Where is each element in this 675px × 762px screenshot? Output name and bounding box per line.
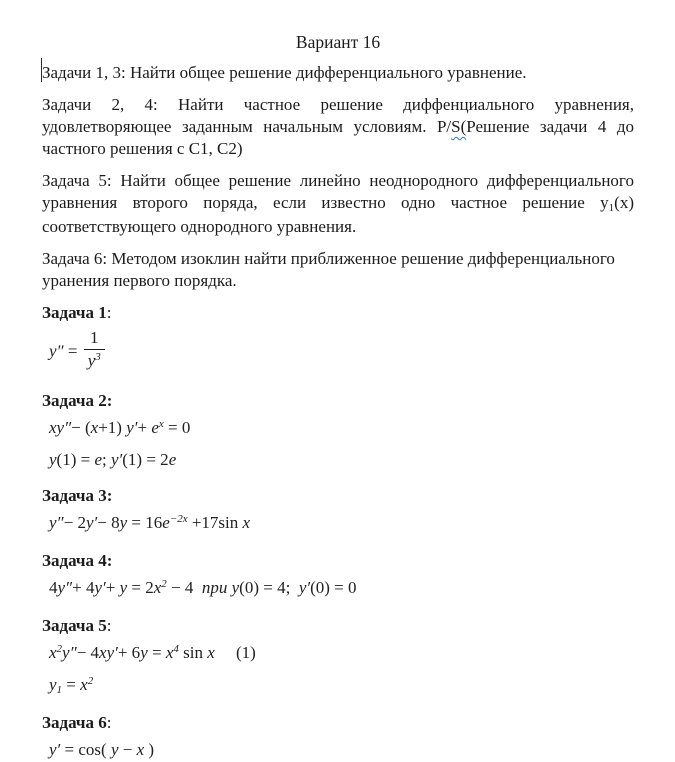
document-title: Вариант 16 bbox=[295, 32, 381, 52]
task-2-formula-initial-conditions: y(1) = e; y′(1) = 2e bbox=[49, 450, 177, 469]
task-6-formula: y′ = cos( y − x ) bbox=[49, 740, 155, 759]
task-6-heading bbox=[42, 712, 634, 734]
task-5-label: Задача 5 bbox=[42, 616, 107, 635]
y1-subscript: 1 bbox=[608, 202, 615, 214]
task-5-heading bbox=[42, 615, 634, 637]
task-3-label: Задача 3: bbox=[42, 486, 113, 505]
intro-paragraph-1: Задачи 1, 3: Найти общее решение дифференциального уравнение. bbox=[42, 63, 527, 82]
task-4-heading bbox=[42, 550, 634, 572]
intro-paragraph-4: Задача 6: Методом изоклин найти приближенное решение дифференциального уранения первого порядка. bbox=[42, 249, 615, 290]
grammar-check-underlined-text: S( bbox=[451, 117, 467, 136]
task-6-colon: : bbox=[106, 713, 112, 732]
task-4-label: Задача 4: bbox=[42, 551, 113, 570]
task-5-colon: : bbox=[106, 616, 112, 635]
task-3-formula: $y''- 2y'- 8y = 16e^{-2x} +17\sin$ x bbox=[49, 513, 251, 532]
intro-paragraph-3 bbox=[42, 170, 634, 238]
task-3-heading bbox=[42, 485, 634, 507]
task-2-formula-equation: xy″− (x+1) $y'+ e^x = 0$ bbox=[49, 418, 191, 437]
text-cursor bbox=[41, 58, 42, 82]
task-1-colon: : bbox=[106, 303, 112, 322]
task-4-formula: $4y''+ 4y'+ y = 2x^2 - 4$ при y(0) = 4; y′(0) = 0 bbox=[49, 578, 357, 597]
intro-paragraph-3-before: Задача 5: Найти общее решение линейно неоднородного дифференциального уравнения второго поряда, если известно одно частное решение y bbox=[42, 171, 634, 212]
intro-paragraph-2-before: Задачи 2, 4: Найти частное решение диффенциального уравнения, удовлетворяющее заданным начальным условиям. P/ bbox=[42, 95, 634, 136]
task-5-formula-equation: $x^2y''- 4xy'+ 6y = x^4$ sin x (1) bbox=[49, 643, 256, 662]
task-2-heading bbox=[42, 390, 634, 412]
intro-paragraph-3-after: (x) соответствующего однородного уравнения. bbox=[42, 193, 634, 236]
task-2-label: Задача 2: bbox=[42, 391, 113, 410]
task-5-formula-particular-solution: $y1 = x^2$ bbox=[49, 675, 94, 696]
task-1-formula: y″ = $\frac{1}{y^3}$ bbox=[42, 328, 634, 377]
intro-paragraph-2 bbox=[42, 94, 634, 160]
task-1-label: Задача 1 bbox=[42, 303, 107, 322]
task-1-heading bbox=[42, 302, 634, 324]
task-6-label: Задача 6 bbox=[42, 713, 107, 732]
intro-paragraph-2-after: Решение задачи 4 до частного решения с C1, C2) bbox=[42, 117, 634, 158]
